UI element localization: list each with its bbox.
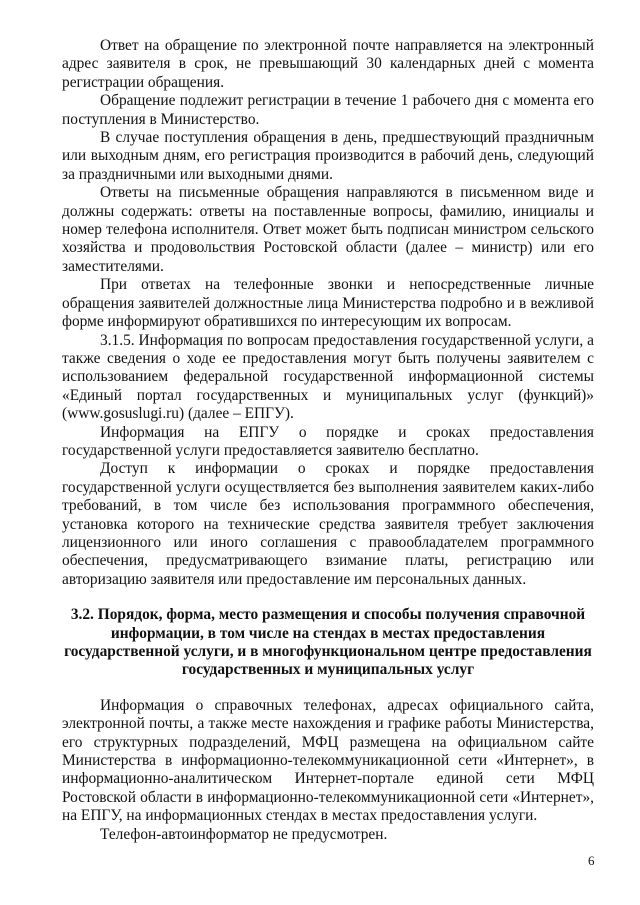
paragraph-written-responses: Ответы на письменные обращения направляются в письменном виде и должны содержать: ответы на поставленные вопросы, фамилию, инициалы и номер телефона исполнителя. Ответ может быть подписан министром сельского хозяйства и продовольствия Ростовской области (далее – министр) или его заместителями. [62, 184, 594, 275]
paragraph-epgu-free: Информация на ЕПГУ о порядке и сроках предоставления государственной услуги предоставляется заявителю бесплатно. [62, 423, 594, 459]
paragraph-holiday-registration: В случае поступления обращения в день, предшествующий праздничным или выходным дням, его регистрация производится в рабочий день, следующий за праздничными или выходными днями. [62, 129, 594, 183]
paragraph-phone-responses: При ответах на телефонные звонки и непосредственные личные обращения заявителей должностные лица Министерства подробно и в вежливой форме информируют обратившихся по интересующим их вопросам. [62, 276, 594, 331]
paragraph-contact-info: Информация о справочных телефонах, адресах официального сайта, электронной почты, а также месте нахождения и графике работы Министерства, его структурных подразделений, МФЦ размещена на официальном сайте Министерства в информационно-телекоммуникационной сети «Интернет», в информационно-аналитическом Интернет-портале единой сети МФЦ Ростовской области в информационно-телекоммуникационной сети «Интернет», на ЕПГУ, на информационных стендах в местах предоставления услуги. [62, 696, 594, 825]
paragraph-autoinformer: Телефон-автоинформатор не предусмотрен. [100, 825, 388, 843]
paragraph-email-response: Ответ на обращение по электронной почте направляется на электронный адрес заявителя в срок, не превышающий 30 календарных дней с момента регистрации обращения. [62, 37, 594, 91]
paragraph-registration-term: Обращение подлежит регистрации в течение 1 рабочего дня с момента его поступления в Министерство. [62, 92, 594, 128]
paragraph-access-info: Доступ к информации о сроках и порядке предоставления государственной услуги осуществляется без выполнения заявителем каких-либо требований, в том числе без использования программного обеспечения, установка которого на технические средства заявителя требует заключения лицензионного или иного соглашения с правообладателем программного обеспечения, предусматривающего взимание платы, регистрацию или авторизацию заявителя или предоставление им персональных данных. [62, 460, 594, 588]
page-content [62, 37, 594, 844]
section-heading-3-2: 3.2. Порядок, форма, место размещения и способы получения справочной информации, в том числе на стендах в местах предоставления государственной услуги, и в многофункциональном центре предоставления государственных и муниципальных услуг [64, 606, 592, 679]
paragraph-3-1-5: 3.1.5. Информация по вопросам предоставления государственной услуги, а также сведения о ходе ее предоставления могут быть получены заявителем с использованием федеральной государственной информационной системы «Единый портал государственных и муниципальных услуг (функций)» (www.gosuslugi.ru) (далее – ЕПГУ). [62, 331, 594, 423]
page-number: 6 [588, 853, 595, 868]
